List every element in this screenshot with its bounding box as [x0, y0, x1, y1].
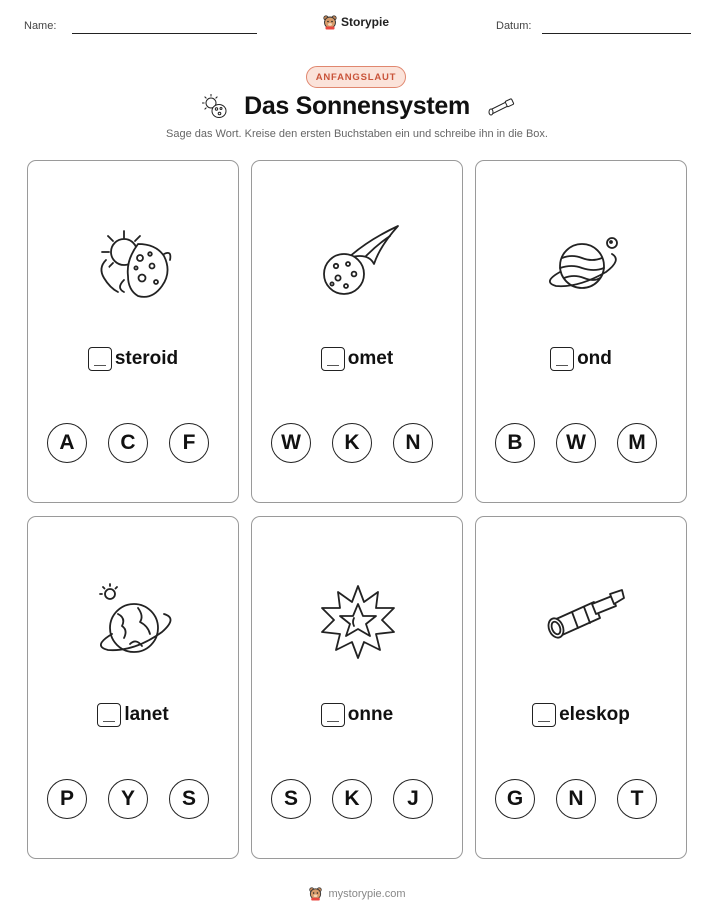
letter-choice[interactable]: N	[556, 779, 596, 819]
letter-choice[interactable]: J	[393, 779, 433, 819]
bear-icon	[322, 14, 338, 30]
brand-name: Storypie	[341, 15, 390, 29]
brand-logo	[322, 14, 389, 30]
answer-box[interactable]	[88, 347, 112, 371]
letter-choices	[271, 423, 433, 463]
telescope-icon	[532, 572, 632, 672]
letter-choices	[495, 779, 657, 819]
bear-icon	[308, 886, 323, 901]
word-ending: eleskop	[559, 704, 630, 725]
letter-choices	[47, 423, 209, 463]
answer-box[interactable]	[532, 703, 556, 727]
letter-choice[interactable]: K	[332, 779, 372, 819]
letter-choice[interactable]: S	[271, 779, 311, 819]
topic-badge: ANFANGSLAUT	[306, 66, 406, 88]
comet-icon	[308, 216, 408, 316]
letter-choice[interactable]: K	[332, 423, 372, 463]
letter-choice[interactable]: S	[169, 779, 209, 819]
telescope-title-icon	[484, 96, 516, 118]
footer	[0, 886, 714, 901]
letter-choice[interactable]: C	[108, 423, 148, 463]
letter-choice[interactable]: P	[47, 779, 87, 819]
letter-choice[interactable]: T	[617, 779, 657, 819]
card-sun	[251, 516, 463, 859]
letter-choice[interactable]: F	[169, 423, 209, 463]
letter-choices	[47, 779, 209, 819]
letter-choices	[271, 779, 433, 819]
card-asteroid	[27, 160, 239, 503]
date-label: Datum:	[496, 20, 532, 32]
answer-box[interactable]	[321, 347, 345, 371]
footer-site[interactable]: mystorypie.com	[328, 887, 406, 900]
word-row	[252, 703, 462, 727]
word-ending: ond	[577, 348, 612, 369]
word-row	[28, 347, 238, 371]
card-comet	[251, 160, 463, 503]
name-line[interactable]	[72, 33, 257, 34]
moon-planet-icon	[532, 216, 632, 316]
planet-icon	[84, 572, 184, 672]
answer-box[interactable]	[321, 703, 345, 727]
word-row	[28, 703, 238, 727]
card-moon	[475, 160, 687, 503]
answer-box[interactable]	[97, 703, 121, 727]
answer-box[interactable]	[550, 347, 574, 371]
word-ending: onne	[347, 704, 394, 725]
date-line[interactable]	[542, 33, 691, 34]
letter-choice[interactable]: G	[495, 779, 535, 819]
word-row	[252, 347, 462, 371]
letter-choice[interactable]: A	[47, 423, 87, 463]
letter-choice[interactable]: B	[495, 423, 535, 463]
letter-choices	[495, 423, 657, 463]
sun-asteroid-icon	[84, 216, 184, 316]
letter-choice[interactable]: W	[556, 423, 596, 463]
word-ending: steroid	[114, 348, 179, 369]
card-telescope	[475, 516, 687, 859]
word-row	[476, 347, 686, 371]
word-row	[476, 703, 686, 727]
card-planet	[27, 516, 239, 859]
letter-choice[interactable]: Y	[108, 779, 148, 819]
word-ending: lanet	[124, 704, 169, 725]
page-title: Das Sonnensystem	[244, 92, 470, 120]
sun-icon	[308, 572, 408, 672]
title-row	[0, 90, 714, 126]
letter-choice[interactable]: N	[393, 423, 433, 463]
name-label: Name:	[24, 20, 57, 32]
word-ending: omet	[347, 348, 394, 369]
instructions: Sage das Wort. Kreise den ersten Buchstaben ein und schreibe ihn in die Box.	[166, 128, 548, 140]
letter-choice[interactable]: M	[617, 423, 657, 463]
letter-choice[interactable]: W	[271, 423, 311, 463]
